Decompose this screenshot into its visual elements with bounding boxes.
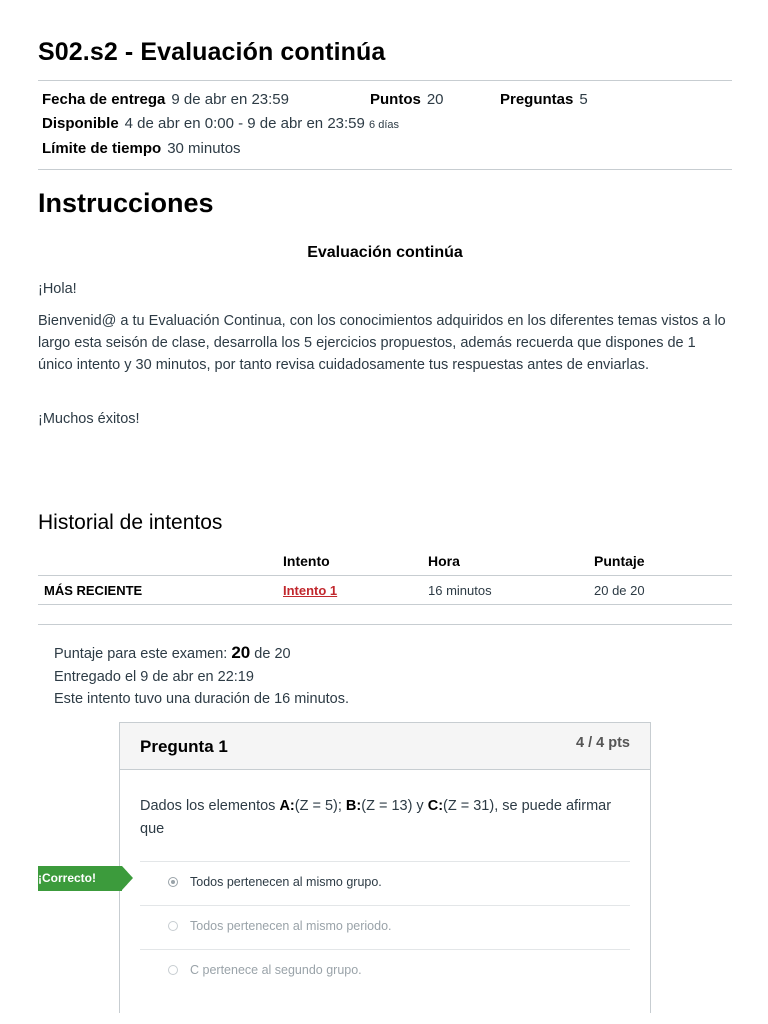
table-row — [38, 576, 732, 605]
due-value: 9 de abr en 23:59 — [171, 91, 289, 108]
question-text — [140, 795, 620, 841]
available-value: 4 de abr en 0:00 - 9 de abr en 23:59 — [124, 115, 365, 132]
column-header-score: Puntaje — [594, 547, 732, 576]
answer-option[interactable] — [140, 905, 630, 949]
question-points: 4 / 4 pts — [576, 735, 630, 751]
exam-score — [54, 643, 291, 663]
score-value: 20 — [231, 643, 251, 662]
divider — [38, 80, 732, 81]
available-label: Disponible — [42, 115, 119, 132]
history-heading: Historial de intentos — [38, 511, 223, 534]
answer-option[interactable] — [140, 861, 630, 905]
column-header-attempt: Intento — [283, 547, 428, 576]
attempt-link[interactable]: Intento 1 — [283, 582, 338, 598]
divider — [38, 624, 732, 625]
question-text-part: (Z = 31), se puede afirmar que — [140, 798, 612, 837]
correct-answer-flag — [38, 866, 122, 891]
time-limit-label: Límite de tiempo — [42, 140, 162, 157]
instructions-body: Bienvenid@ a tu Evaluación Continua, con los conocimientos adquiridos en los diferentes temas vistos a lo largo esta seisón de clase, desarrolla los 5 ejercicios propuestos, además recuerda que dispones de 1 único intento y 30 minutos, por tanto revisa cuidadosamente tus respuestas antes de enviarlas. — [38, 313, 726, 373]
answer-option[interactable] — [140, 949, 630, 993]
most-recent-label: MÁS RECIENTE — [38, 576, 283, 605]
submitted-at: Entregado el 9 de abr en 22:19 — [54, 669, 254, 685]
attempt-duration: Este intento tuvo una duración de 16 minutos. — [54, 691, 350, 707]
instructions-closing: ¡Muchos éxitos! — [38, 411, 140, 427]
question-card — [119, 722, 651, 1013]
answer-label: Todos pertenecen al mismo periodo. — [190, 919, 392, 933]
points-value: 20 — [426, 91, 444, 108]
due-label: Fecha de entrega — [42, 91, 166, 108]
availability — [42, 115, 399, 132]
available-extra: 6 días — [369, 119, 399, 131]
questions-label: Preguntas — [500, 91, 574, 108]
questions-count — [500, 91, 588, 108]
column-header-time: Hora — [428, 547, 594, 576]
attempt-cell — [283, 576, 428, 605]
radio-selected-icon[interactable] — [168, 877, 178, 887]
instructions-heading: Instrucciones — [38, 188, 214, 218]
score-suffix: de 20 — [254, 646, 291, 662]
time-limit — [42, 140, 241, 157]
score-cell: 20 de 20 — [594, 576, 732, 605]
question-text-part: Dados los elementos — [140, 798, 280, 814]
questions-value: 5 — [579, 91, 588, 108]
time-limit-value: 30 minutos — [167, 140, 241, 157]
element-c-label: C: — [427, 798, 444, 814]
question-header — [120, 723, 650, 770]
element-a-label: A: — [279, 798, 295, 814]
radio-icon[interactable] — [168, 921, 178, 931]
quiz-title: S02.s2 - Evaluación continúa — [38, 38, 386, 66]
column-header — [38, 547, 283, 576]
question-text-part: (Z = 5); — [294, 798, 346, 814]
table-header-row — [38, 547, 732, 576]
radio-icon[interactable] — [168, 965, 178, 975]
due-date — [42, 91, 289, 108]
instructions-greeting: ¡Hola! — [38, 281, 77, 297]
correct-flag-label: ¡Correcto! — [38, 871, 97, 885]
answer-label: Todos pertenecen al mismo grupo. — [190, 875, 382, 889]
time-cell: 16 minutos — [428, 576, 594, 605]
question-text-part: (Z = 13) y — [361, 798, 428, 814]
instructions-subtitle: Evaluación continúa — [307, 244, 463, 261]
points — [370, 91, 444, 108]
answer-label: C pertenece al segundo grupo. — [190, 963, 362, 977]
points-label: Puntos — [370, 91, 421, 108]
divider — [38, 169, 732, 170]
question-title: Pregunta 1 — [140, 737, 228, 756]
element-b-label: B: — [345, 798, 362, 814]
score-prefix: Puntaje para este examen: — [54, 646, 228, 662]
attempt-history-table — [38, 547, 732, 605]
